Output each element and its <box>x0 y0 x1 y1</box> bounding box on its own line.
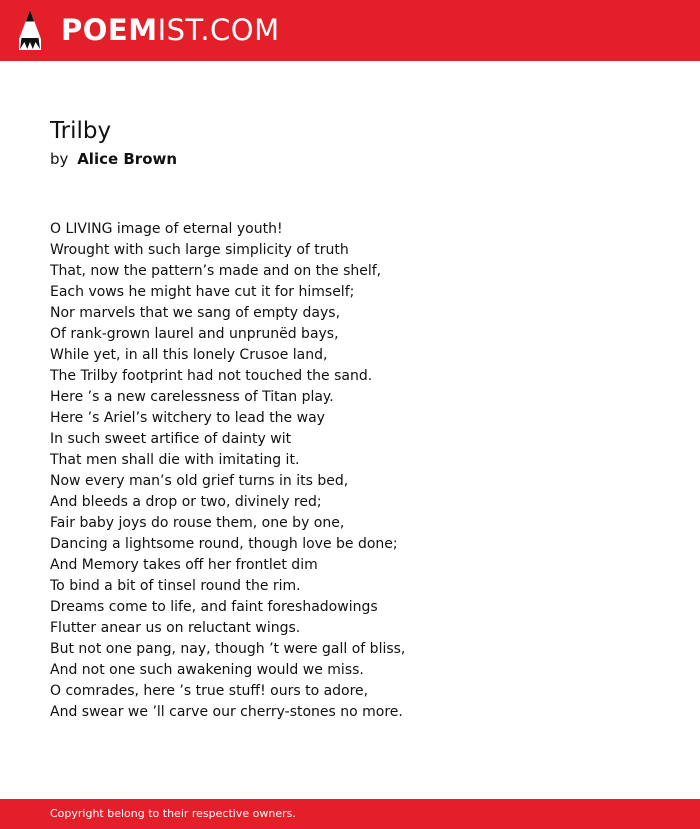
pencil-tip-icon <box>18 9 42 51</box>
poem-line: And swear we ’ll carve our cherry-stones no more. <box>50 704 403 720</box>
by-label: by <box>50 150 69 168</box>
poem-line: Fair baby joys do rouse them, one by one, <box>50 515 345 531</box>
poem-line: Here ’s a new carelessness of Titan play. <box>50 389 334 405</box>
poem-line: Now every man’s old grief turns in its bed, <box>50 473 349 489</box>
poem-line: Nor marvels that we sang of empty days, <box>50 305 341 321</box>
poem-author: Alice Brown <box>77 150 178 168</box>
poem-body <box>50 219 650 723</box>
poem-line: That men shall die with imitating it. <box>50 452 300 468</box>
poem-line: In such sweet artifice of dainty wit <box>50 431 292 447</box>
poem-line: To bind a bit of tinsel round the rim. <box>50 578 301 594</box>
poem-line: Flutter anear us on reluctant wings. <box>50 620 301 636</box>
poem-line: And not one such awakening would we miss. <box>50 662 364 678</box>
poem-title: Trilby <box>50 118 112 144</box>
poem-line: Wrought with such large simplicity of truth <box>50 242 349 258</box>
poem-line: Each vows he might have cut it for himself; <box>50 284 355 300</box>
poem-line: And bleeds a drop or two, divinely red; <box>50 494 322 510</box>
poem-line: Dancing a lightsome round, though love be done; <box>50 536 398 552</box>
poem-line: Dreams come to life, and faint foreshadowings <box>50 599 378 615</box>
poem-line: Here ’s Ariel’s witchery to lead the way <box>50 410 325 426</box>
site-logo-link[interactable] <box>18 8 280 52</box>
poem-line: While yet, in all this lonely Crusoe land, <box>50 347 328 363</box>
poem-line: Of rank-grown laurel and unprunëd bays, <box>50 326 339 342</box>
poem-line: The Trilby footprint had not touched the sand. <box>50 368 373 384</box>
site-header <box>0 0 700 61</box>
poem-line: That, now the pattern’s made and on the shelf, <box>50 263 382 279</box>
logo-bold-text: POEM <box>61 12 158 47</box>
poem-line: And Memory takes off her frontlet dim <box>50 557 318 573</box>
site-footer <box>0 799 700 829</box>
poem-line: O comrades, here ’s true stuff! ours to adore, <box>50 683 369 699</box>
logo-light-text: IST.COM <box>157 12 280 47</box>
poem-byline <box>50 149 177 169</box>
poem-line: O LIVING image of eternal youth! <box>50 221 283 237</box>
site-logo-text <box>61 12 280 47</box>
poem-line: But not one pang, nay, though ’t were gall of bliss, <box>50 641 406 657</box>
copyright-text: Copyright belong to their respective owners. <box>50 807 296 820</box>
